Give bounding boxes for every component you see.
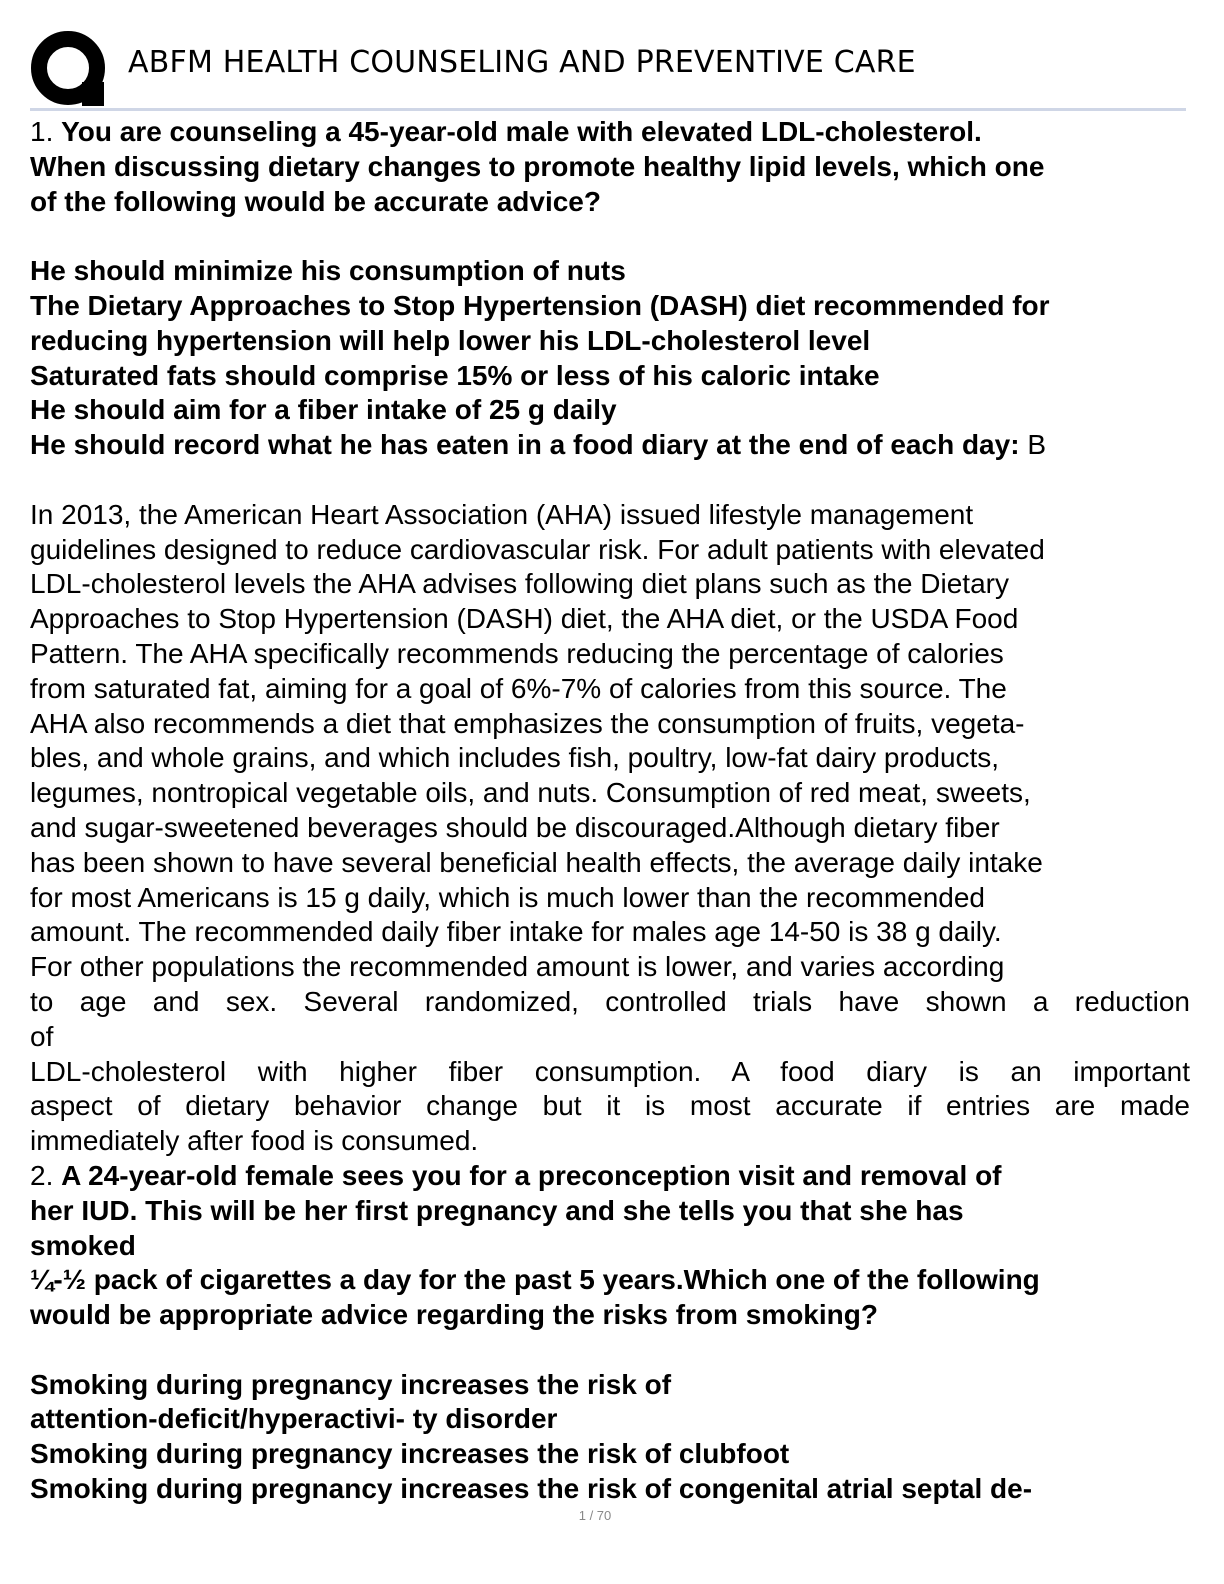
question-line: smoked [30, 1229, 136, 1261]
question-1 [30, 115, 1190, 1159]
explanation-line: for most Americans is 15 g daily, which is much lower than the recommended [30, 881, 986, 913]
explanation-line: Approaches to Stop Hypertension (DASH) diet, the AHA diet, or the USDA Food [30, 603, 1019, 635]
question-line: of the following would be accurate advice? [30, 185, 601, 217]
document-body [30, 115, 1190, 1507]
header-divider [30, 108, 1186, 111]
explanation-line: LDL-cholesterol levels the AHA advises following diet plans such as the Dietary [30, 568, 1009, 600]
answer-option: reducing hypertension will help lower his LDL-cholesterol level [30, 324, 871, 356]
explanation-line: Pattern. The AHA specifically recommends reducing the percentage of calories [30, 637, 1004, 669]
document-title: ABFM HEALTH COUNSELING AND PREVENTIVE CARE [128, 45, 916, 80]
answer-option: Smoking during pregnancy increases the risk of clubfoot [30, 1438, 790, 1470]
page-header [30, 30, 1190, 112]
spacer [30, 1333, 1190, 1368]
answer-option: Smoking during pregnancy increases the risk of congenital atrial septal de- [30, 1473, 1033, 1505]
answer-option-text: He should record what he has eaten in a food diary at the end of each day: [30, 429, 1020, 461]
explanation-line: to age and sex. Several randomized, controlled trials have shown a reduction [30, 985, 1190, 1017]
q-logo-icon [30, 30, 110, 110]
answer-option: Saturated fats should comprise 15% or less of his caloric intake [30, 359, 880, 391]
explanation-line: For other populations the recommended amount is lower, and varies according [30, 951, 1005, 983]
page-number: 1 / 70 [578, 1508, 612, 1523]
explanation-line: AHA also recommends a diet that emphasizes the consumption of fruits, vegeta- [30, 707, 1025, 739]
explanation-line: In 2013, the American Heart Association (AHA) issued lifestyle management [30, 498, 974, 530]
explanation-line: guidelines designed to reduce cardiovascular risk. For adult patients with elevated [30, 533, 1045, 565]
explanation-line: amount. The recommended daily fiber intake for males age 14-50 is 38 g daily. [30, 916, 1002, 948]
question-line: her IUD. This will be her first pregnancy and she tells you that she has [30, 1194, 964, 1226]
question-line: When discussing dietary changes to promote healthy lipid levels, which one [30, 150, 1045, 182]
explanation-line: legumes, nontropical vegetable oils, and nuts. Consumption of red meat, sweets, [30, 777, 1031, 809]
explanation-line: has been shown to have several beneficial health effects, the average daily intake [30, 846, 1043, 878]
explanation-line: aspect of dietary behavior change but it is most accurate if entries are made [30, 1090, 1190, 1122]
explanation-line: bles, and whole grains, and which includes fish, poultry, low-fat dairy products, [30, 742, 1000, 774]
explanation-line: LDL-cholesterol with higher fiber consumption. A food diary is an important [30, 1055, 1190, 1087]
spacer [30, 463, 1190, 498]
question-2 [30, 1159, 1190, 1507]
question-line [30, 1159, 1190, 1194]
question-line: would be appropriate advice regarding the risks from smoking? [30, 1299, 878, 1331]
answer-option: Smoking during pregnancy increases the risk of [30, 1368, 672, 1400]
question-text: You are counseling a 45-year-old male with elevated LDL-cholesterol. [61, 116, 982, 147]
question-number: 2. [30, 1159, 54, 1191]
explanation-line: of [30, 1020, 54, 1052]
explanation-line: immediately after food is consumed. [30, 1125, 479, 1157]
explanation-line: from saturated fat, aiming for a goal of 6%-7% of calories from this source. The [30, 672, 1007, 704]
spacer [30, 219, 1190, 254]
answer-option: attention-deficit/hyperactivi- ty disorder [30, 1403, 558, 1435]
question-number: 1. [30, 116, 54, 147]
question-line: ¼-½ pack of cigarettes a day for the past 5 years.Which one of the following [30, 1264, 1040, 1296]
correct-answer: B [1027, 429, 1046, 461]
answer-option: He should aim for a fiber intake of 25 g daily [30, 394, 617, 426]
answer-option: He should minimize his consumption of nuts [30, 255, 626, 287]
answer-option [30, 428, 1190, 463]
question-text: A 24-year-old female sees you for a preconception visit and removal of [61, 1159, 1002, 1191]
answer-option: The Dietary Approaches to Stop Hypertension (DASH) diet recommended for [30, 289, 1050, 321]
question-line [30, 115, 1190, 150]
explanation-line: and sugar-sweetened beverages should be discouraged.Although dietary fiber [30, 811, 1000, 843]
